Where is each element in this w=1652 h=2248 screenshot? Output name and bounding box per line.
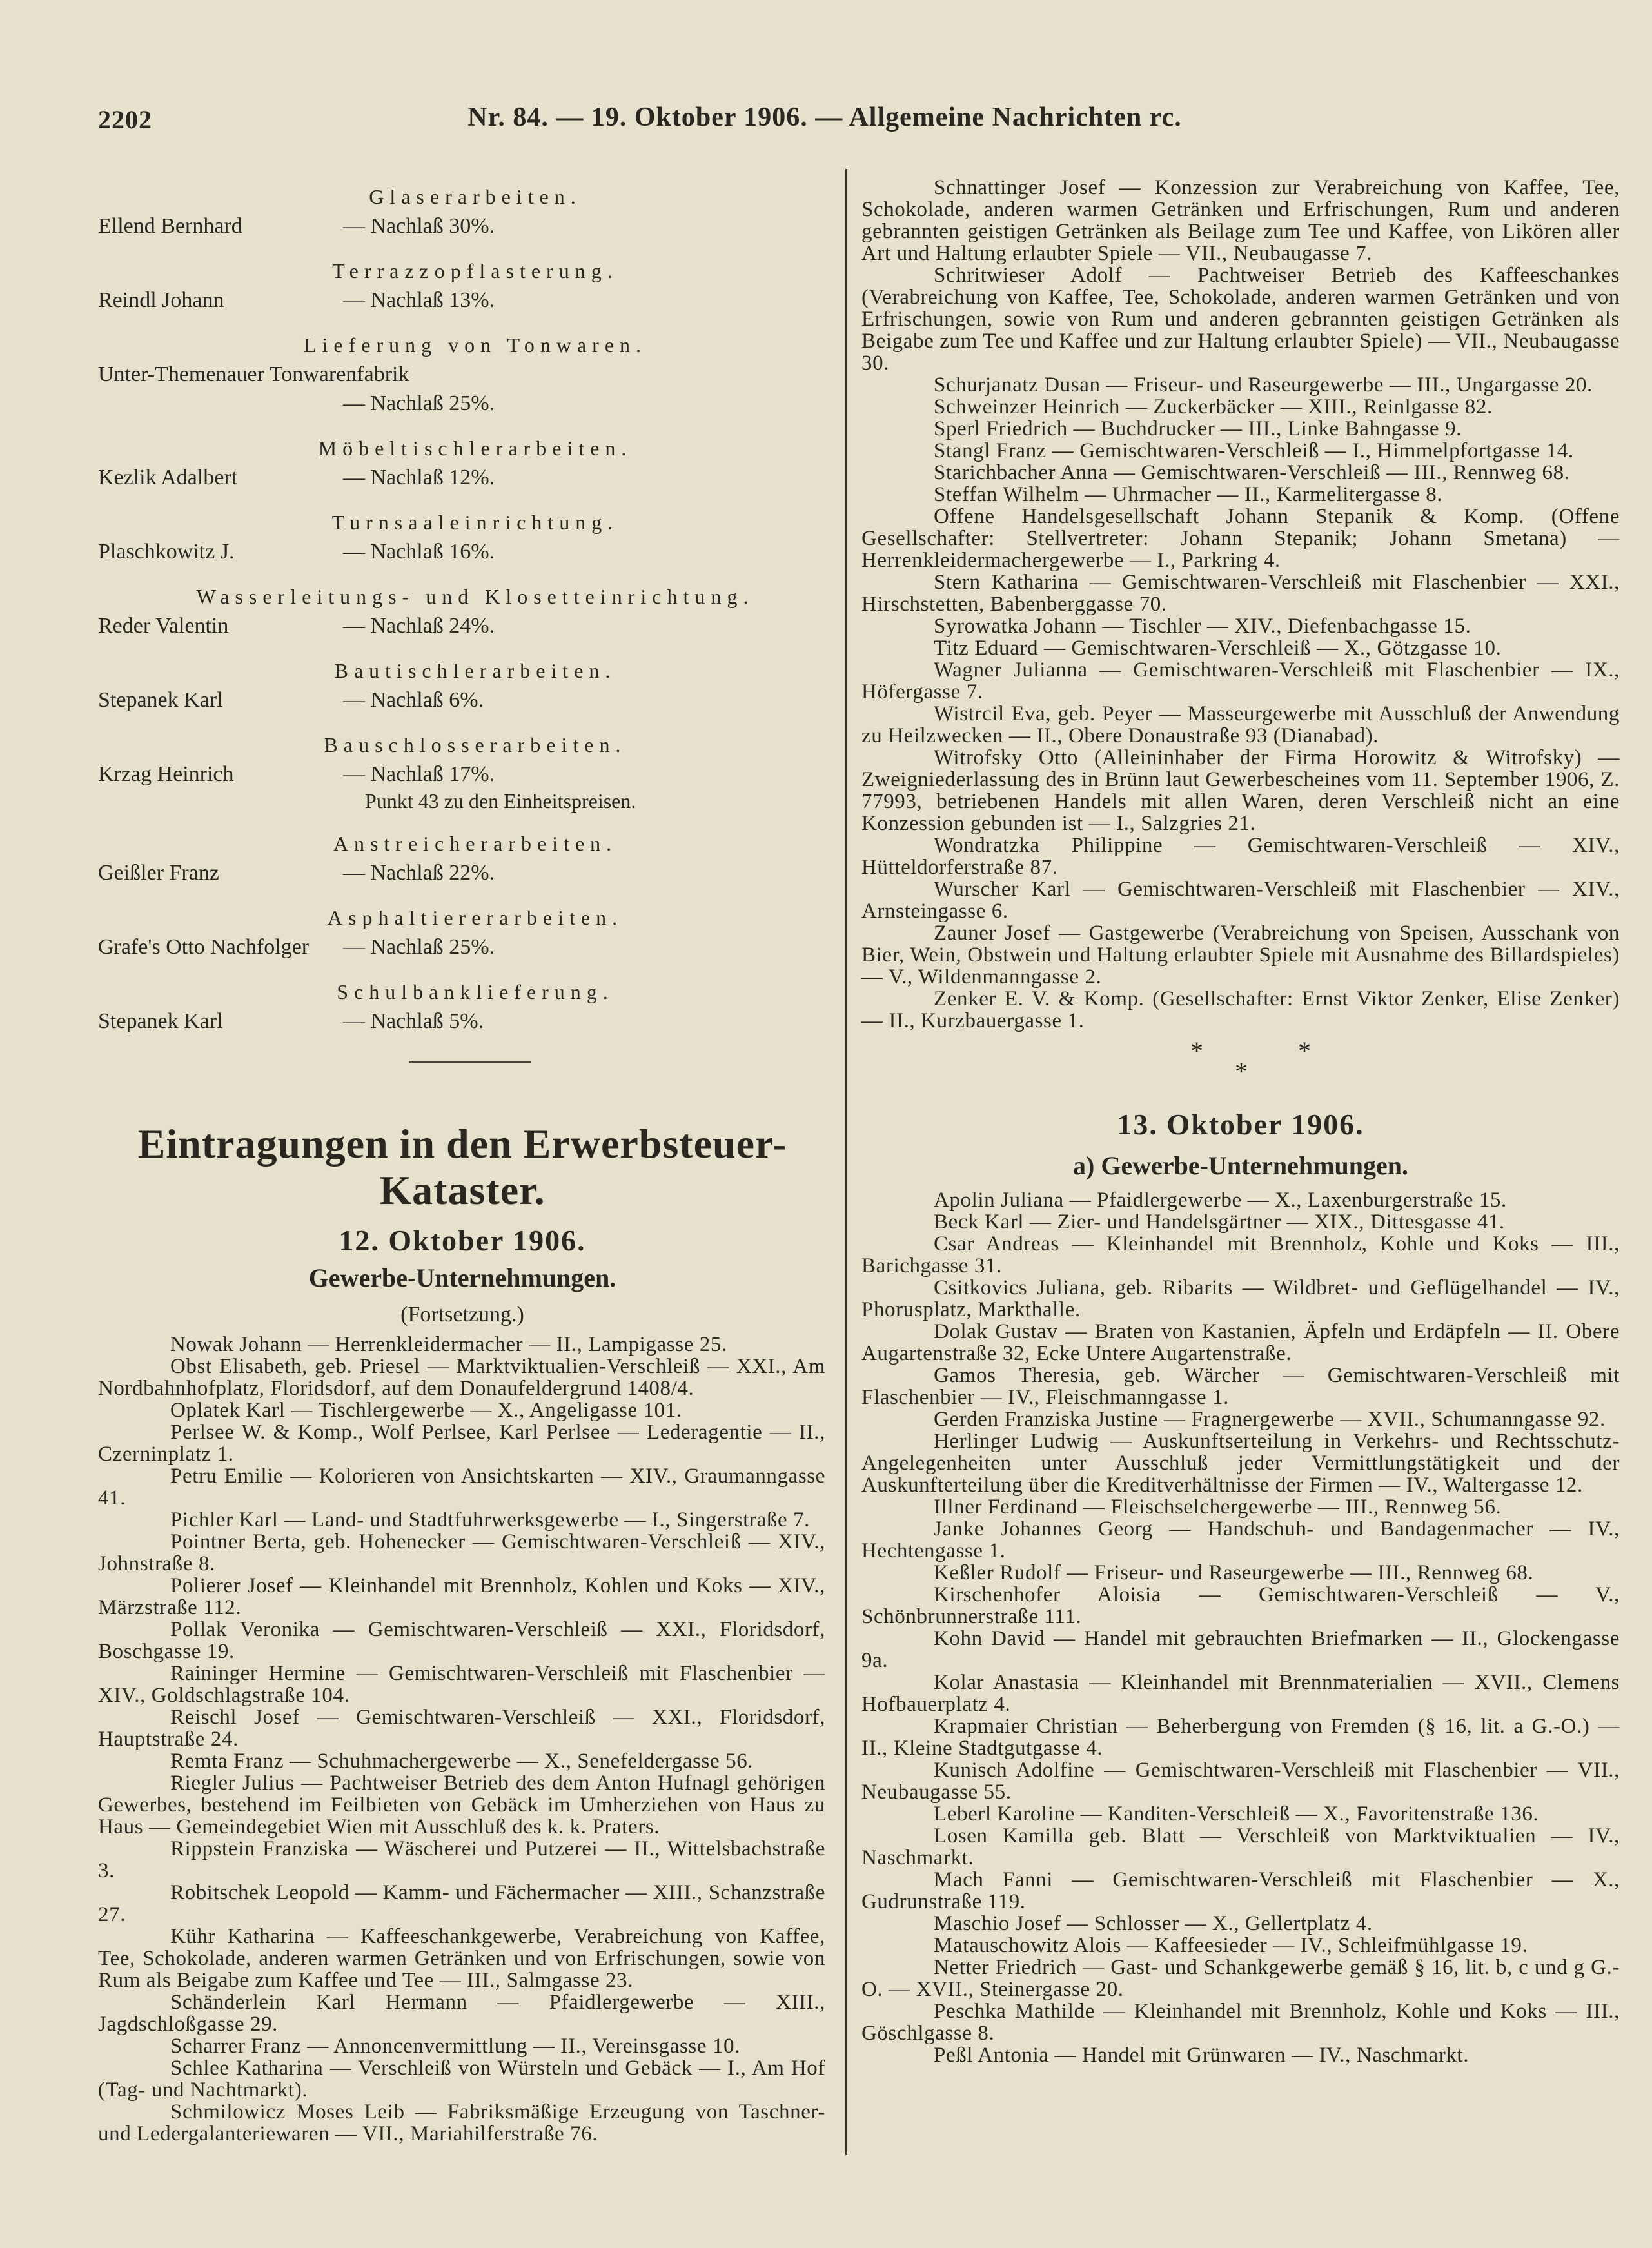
tender-row <box>98 463 827 492</box>
tender-discount: — Nachlaß 22%. <box>343 861 495 885</box>
tender-heading: Glaserarbeiten. <box>369 185 582 208</box>
tender-note: Punkt 43 zu den Einheitspreisen. <box>365 789 636 813</box>
tender-name: Reder Valentin <box>98 614 229 638</box>
list-item: Schlee Katharina — Verschleiß von Würsteln und Gebäck — I., Am Hof (Tag- und Nachtmarkt). <box>98 2056 825 2102</box>
list-item: Krapmaier Christian — Beherbergung von Fremden (§ 16, lit. a G.-O.) — II., Kleine Stadtgutgasse 4. <box>861 1715 1620 1760</box>
list-item: Leberl Karoline — Kanditen-Verschleiß — X., Favoritenstraße 136. <box>934 1802 1539 1826</box>
list-item: Rippstein Franziska — Wäscherei und Putzerei — II., Wittelsbachstraße 3. <box>98 1837 825 1882</box>
list-item: Kolar Anastasia — Kleinhandel mit Brennmaterialien — XVII., Clemens Hofbauerplatz 4. <box>861 1671 1620 1716</box>
tender-heading: Terrazzopflasterung. <box>332 259 618 282</box>
list-item: Gamos Theresia, geb. Wärcher — Gemischtwaren-Verschleiß mit Flaschenbier — IV., Fleischmanngasse 1. <box>861 1364 1620 1409</box>
list-item: Dolak Gustav — Braten von Kastanien, Äpfeln und Erdäpfeln — II. Obere Augartenstraße 32, Ecke Untere Augartenstraße. <box>861 1320 1620 1365</box>
tender-row <box>98 932 827 961</box>
tender-discount: — Nachlaß 16%. <box>343 540 495 564</box>
list-item: Maschio Josef — Schlosser — X., Gellertplatz 4. <box>934 1912 1373 1935</box>
list-item: Schurjanatz Dusan — Friseur- und Raseurgewerbe — III., Ungargasse 20. <box>934 373 1593 397</box>
list-item: Witrofsky Otto (Alleininhaber der Firma Horowitz & Witrofsky) — Zweigniederlassung des in Brünn laut Gewerbescheines vom 11. September 1906, Z. 77993, betriebenen Handels mit allen Waren, deren Verschleiß nicht an eine Konzession gebunden ist — I., Salzgries 21. <box>861 746 1620 835</box>
tender-results <box>98 182 827 1036</box>
tender-row <box>98 537 827 566</box>
list-item: Schweinzer Heinrich — Zuckerbäcker — XIII., Reinlgasse 82. <box>934 395 1493 419</box>
section-rule <box>409 1061 531 1063</box>
list-item: Schnattinger Josef — Konzession zur Verabreichung von Kaffee, Tee, Schokolade, anderen warmen Getränken und Erfrischungen, Rum und anderen gebrannten geistigen Getränken als Beilage zum Tee und Kaffee, von Likören aller Art und Haltung erlaubter Spiele — VII., Neubaugasse 7. <box>861 176 1620 265</box>
tender-heading: Bautischlerarbeiten. <box>334 659 616 682</box>
tender-name: Grafe's Otto Nachfolger <box>98 935 310 959</box>
tender-row <box>98 286 827 315</box>
tender-name: Stepanek Karl <box>98 688 223 712</box>
list-item: Zauner Josef — Gastgewerbe (Verabreichung von Speisen, Ausschank von Bier, Wein, Obstwein und Haltung erlaubter Spiele mit Ausnahme des Billardspieles) — V., Wildenmanngasse 2. <box>861 922 1620 989</box>
date-heading: 12. Oktober 1906. <box>339 1224 586 1257</box>
list-item: Reischl Josef — Gemischtwaren-Verschleiß — XXI., Floridsdorf, Hauptstraße 24. <box>98 1706 825 1751</box>
tender-row <box>98 360 827 389</box>
list-item: Apolin Juliana — Pfaidlergewerbe — X., Laxenburgerstraße 15. <box>934 1188 1507 1212</box>
continuation-note: (Fortsetzung.) <box>400 1303 524 1326</box>
tender-row <box>98 760 827 789</box>
list-item: Riegler Julius — Pachtweiser Betrieb des dem Anton Hufnagl gehörigen Gewerbes, bestehend im Feilbieten von Gebäck im Umherziehen von Haus zu Haus — Gemeindegebiet Wien mit Ausschluß des k. k. Praters. <box>98 1771 825 1839</box>
running-head: Nr. 84. — 19. Oktober 1906. — Allgemeine Nachrichten rc. <box>467 103 1182 132</box>
tender-row <box>98 1007 827 1036</box>
list-item: Steffan Wilhelm — Uhrmacher — II., Karmelitergasse 8. <box>934 483 1443 506</box>
list-item: Csar Andreas — Kleinhandel mit Brennholz, Kohle und Koks — III., Barichgasse 31. <box>861 1232 1620 1277</box>
tender-section <box>98 508 827 566</box>
list-item: Stangl Franz — Gemischtwaren-Verschleiß — I., Himmelpfortgasse 14. <box>934 439 1574 462</box>
list-item: Mach Fanni — Gemischtwaren-Verschleiß mit Flaschenbier — X., Gudrunstraße 119. <box>861 1868 1620 1913</box>
tender-heading: Lieferung von Tonwaren. <box>303 333 647 357</box>
list-item: Zenker E. V. & Komp. (Gesellschafter: Ernst Viktor Zenker, Elise Zenker) — II., Kurzbauergasse 1. <box>861 987 1620 1032</box>
subheading: a) Gewerbe-Unternehmungen. <box>1073 1151 1408 1180</box>
list-item: Wistrcil Eva, geb. Peyer — Masseurgewerbe mit Ausschluß der Anwendung zu Heilzwecken — II., Obere Donaustraße 93 (Dianabad). <box>861 702 1620 747</box>
list-item: Oplatek Karl — Tischlergewerbe — X., Angeligasse 101. <box>170 1399 682 1422</box>
list-item: Schmilowicz Moses Leib — Fabriksmäßige Erzeugung von Taschner- und Ledergalanteriewaren — VII., Mariahilferstraße 76. <box>98 2100 825 2145</box>
list-item: Offene Handelsgesellschaft Johann Stepanik & Komp. (Offene Gesellschafter: Stellvertreter: Johann Stepanik; Johann Smetana) — Herrenkleidermachergewerbe — I., Parkring 4. <box>861 505 1620 572</box>
list-item: Wurscher Karl — Gemischtwaren-Verschleiß mit Flaschenbier — XIV., Arnsteingasse 6. <box>861 878 1620 923</box>
tender-section <box>98 829 827 887</box>
tender-name: Ellend Bernhard <box>98 214 242 238</box>
list-item: Kohn David — Handel mit gebrauchten Briefmarken — II., Glockengasse 9a. <box>861 1627 1620 1672</box>
entry-list-right <box>861 1189 1620 2066</box>
tender-section <box>98 182 827 241</box>
list-item: Raininger Hermine — Gemischtwaren-Verschleiß mit Flaschenbier — XIV., Goldschlagstraße 104. <box>98 1662 825 1707</box>
list-item: Titz Eduard — Gemischtwaren-Verschleiß — X., Götzgasse 10. <box>934 636 1502 660</box>
tender-discount: — Nachlaß 5%. <box>343 1009 484 1033</box>
list-item: Csitkovics Juliana, geb. Ribarits — Wildbret- und Geflügelhandel — IV., Phorusplatz, Markthalle. <box>861 1276 1620 1321</box>
list-item: Wondratzka Philippine — Gemischtwaren-Verschleiß — XIV., Hütteldorferstraße 87. <box>861 834 1620 879</box>
list-item: Janke Johannes Georg — Handschuh- und Bandagenmacher — IV., Hechtengasse 1. <box>861 1517 1620 1563</box>
tender-name: Unter-Themenauer Tonwarenfabrik <box>98 362 409 386</box>
page-number: 2202 <box>98 105 152 134</box>
asterisk: * <box>1298 1036 1311 1065</box>
tender-section <box>98 977 827 1036</box>
tender-heading: Bauschlosserarbeiten. <box>324 733 627 756</box>
tender-name: Stepanek Karl <box>98 1009 223 1033</box>
list-item: Keßler Rudolf — Friseur- und Raseurgewerbe — III., Rennweg 68. <box>934 1561 1534 1584</box>
tender-section <box>98 256 827 315</box>
list-item: Polierer Josef — Kleinhandel mit Brennholz, Kohlen und Koks — XIV., Märzstraße 112. <box>98 1574 825 1619</box>
list-item: Gerden Franziska Justine — Fragnergewerbe — XVII., Schumanngasse 92. <box>934 1408 1606 1431</box>
tender-name: Plaschkowitz J. <box>98 540 235 564</box>
tender-section <box>98 730 827 813</box>
list-item: Obst Elisabeth, geb. Priesel — Marktviktualien-Verschleiß — XXI., Am Nordbahnhofplatz, Floridsdorf, auf dem Donaufeldergrund 1408/4. <box>98 1355 825 1400</box>
tender-row <box>98 858 827 887</box>
date-heading: 13. Oktober 1906. <box>1117 1108 1364 1141</box>
tender-discount: — Nachlaß 25%. <box>343 391 495 415</box>
list-item: Kühr Katharina — Kaffeeschankgewerbe, Verabreichung von Kaffee, Tee, Schokolade, anderen warmen Getränken und von Erfrischungen, sowie von Rum als Beigabe zum Kaffee und Tee — III., Salmgasse 23. <box>98 1925 825 1992</box>
list-item: Petru Emilie — Kolorieren von Ansichtskarten — XIV., Graumanngasse 41. <box>98 1464 825 1510</box>
list-item: Robitschek Leopold — Kamm- und Fächermacher — XIII., Schanzstraße 27. <box>98 1881 825 1926</box>
tender-name: Reindl Johann <box>98 288 224 312</box>
list-item: Peschka Mathilde — Kleinhandel mit Brennholz, Kohle und Koks — III., Göschlgasse 8. <box>861 2000 1620 2045</box>
list-item: Nowak Johann — Herrenkleidermacher — II., Lampigasse 25. <box>170 1333 727 1356</box>
list-item: Syrowatka Johann — Tischler — XIV., Diefenbachgasse 15. <box>934 615 1471 638</box>
tender-heading: Wasserleitungs- und Klosetteinrichtung. <box>196 585 754 608</box>
tender-row <box>98 389 827 418</box>
list-item: Beck Karl — Zier- und Handelsgärtner — XIX., Dittesgasse 41. <box>934 1210 1505 1234</box>
tender-section <box>98 903 827 961</box>
list-item: Schritwieser Adolf — Pachtweiser Betrieb des Kaffeeschankes (Verabreichung von Kaffee, Tee, Schokolade, anderen warmen Getränken und von Erfrischungen, sowie von Rum und anderen gebrannten geistigen Getränken als Beigabe zum Tee und Kaffee und zur Haltung erlaubter Spiele) — VII., Neubaugasse 30. <box>861 264 1620 375</box>
list-item: Losen Kamilla geb. Blatt — Verschleiß von Marktviktualien — IV., Naschmarkt. <box>861 1824 1620 1869</box>
list-item: Kunisch Adolfine — Gemischtwaren-Verschleiß mit Flaschenbier — VII., Neubaugasse 55. <box>861 1759 1620 1804</box>
separator-asterisks <box>861 1038 1620 1096</box>
tender-heading: Asphaltiererarbeiten. <box>327 906 624 929</box>
tender-section <box>98 330 827 418</box>
tender-row <box>98 212 827 241</box>
list-item: Sperl Friedrich — Buchdrucker — III., Linke Bahngasse 9. <box>934 417 1462 440</box>
tender-name: Krzag Heinrich <box>98 762 234 786</box>
tender-heading: Möbeltischlerarbeiten. <box>318 437 633 460</box>
tender-discount: — Nachlaß 17%. <box>343 762 495 786</box>
tender-section <box>98 582 827 640</box>
tender-name: Geißler Franz <box>98 861 219 885</box>
list-item: Netter Friedrich — Gast- und Schankgewerbe gemäß § 16, lit. b, c und g G.-O. — XVII., Steinergasse 20. <box>861 1956 1620 2001</box>
list-item: Scharrer Franz — Annoncenvermittlung — II., Vereinsgasse 10. <box>170 2035 741 2058</box>
list-item: Peßl Antonia — Handel mit Grünwaren — IV., Naschmarkt. <box>934 2044 1470 2067</box>
list-item: Pointner Berta, geb. Hohenecker — Gemischtwaren-Verschleiß — XIV., Johnstraße 8. <box>98 1530 825 1575</box>
tender-row <box>98 685 827 715</box>
list-item: Herlinger Ludwig — Auskunftserteilung in Verkehrs- und Rechtsschutz-Angelegenheiten unter Ausschluß jeder Vermittlungstätigkeit und der Auskunfterteilung über die Kreditverhältnisse der Firmen — IV., Waltergasse 12. <box>861 1430 1620 1497</box>
tender-discount: — Nachlaß 25%. <box>343 935 495 959</box>
section-title: Eintragungen in den Erwerbsteuer-Kataster. <box>137 1121 787 1213</box>
list-item: Wagner Julianna — Gemischtwaren-Verschleiß mit Flaschenbier — IX., Höfergasse 7. <box>861 658 1620 704</box>
asterisk: * <box>1235 1057 1248 1086</box>
tender-heading: Schulbanklieferung. <box>337 980 614 1003</box>
list-item: Pollak Veronika — Gemischtwaren-Verschleiß — XXI., Floridsdorf, Boschgasse 19. <box>98 1618 825 1663</box>
tender-heading: Turnsaaleinrichtung. <box>331 511 619 534</box>
tender-discount: — Nachlaß 12%. <box>343 466 495 489</box>
list-item: Matauschowitz Alois — Kaffeesieder — IV., Schleifmühlgasse 19. <box>934 1934 1528 1957</box>
list-item: Perlsee W. & Komp., Wolf Perlsee, Karl Perlsee — Lederagentie — II., Czerninplatz 1. <box>98 1421 825 1466</box>
list-item: Stern Katharina — Gemischtwaren-Verschleiß mit Flaschenbier — XXI., Hirschstetten, Babenberggasse 70. <box>861 571 1620 616</box>
tender-discount: — Nachlaß 13%. <box>343 288 495 312</box>
right-column <box>861 177 1620 2066</box>
tender-discount: — Nachlaß 30%. <box>343 214 495 238</box>
list-item: Remta Franz — Schuhmachergewerbe — X., Senefeldergasse 56. <box>170 1750 754 1773</box>
list-item: Kirschenhofer Aloisia — Gemischtwaren-Verschleiß — V., Schönbrunnerstraße 111. <box>861 1583 1620 1628</box>
tender-discount: — Nachlaß 24%. <box>343 614 495 638</box>
list-item: Schänderlein Karl Hermann — Pfaidlergewerbe — XIII., Jagdschloßgasse 29. <box>98 1991 825 2036</box>
tender-row <box>98 611 827 640</box>
list-item: Starichbacher Anna — Gemischtwaren-Verschleiß — III., Rennweg 68. <box>934 461 1570 484</box>
tender-discount: — Nachlaß 6%. <box>343 688 484 712</box>
left-column <box>98 182 827 2145</box>
subheading: Gewerbe-Unternehmungen. <box>308 1263 616 1292</box>
tender-heading: Anstreicherarbeiten. <box>333 832 618 855</box>
page-header <box>0 97 1652 135</box>
asterisk: * <box>1190 1036 1203 1065</box>
list-item: Illner Ferdinand — Fleischselchergewerbe — III., Rennweg 56. <box>934 1495 1502 1519</box>
entry-list-left <box>98 1334 825 2145</box>
tender-section <box>98 656 827 715</box>
tender-section <box>98 433 827 492</box>
entry-list-right-top <box>861 177 1620 1032</box>
tender-name: Kezlik Adalbert <box>98 466 238 489</box>
list-item: Pichler Karl — Land- und Stadtfuhrwerksgewerbe — I., Singerstraße 7. <box>170 1508 811 1532</box>
column-divider <box>845 169 847 2155</box>
